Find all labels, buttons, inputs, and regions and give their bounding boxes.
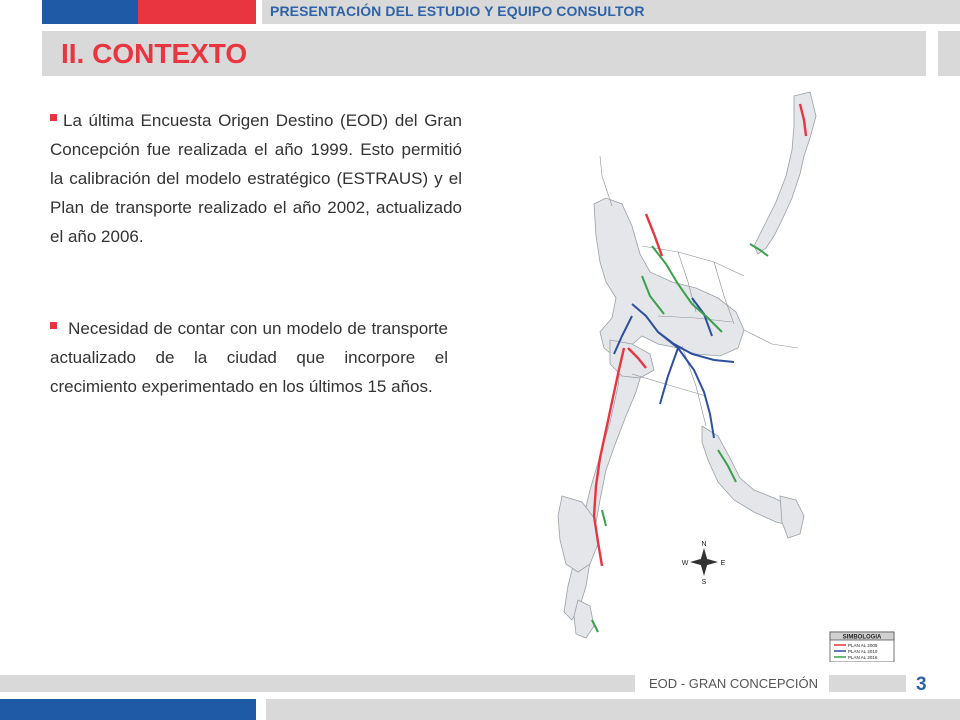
top-blue-band	[42, 0, 138, 24]
compass-south: S	[701, 579, 707, 586]
page-number: 3	[916, 674, 927, 695]
section-subtitle: PRESENTACIÓN DEL ESTUDIO Y EQUIPO CONSULTOR	[270, 3, 645, 19]
bottom-gray-band	[266, 699, 960, 720]
legend-title: SIMBOLOGIA	[842, 634, 882, 641]
top-red-band	[138, 0, 256, 24]
footer-gray-bar-left	[0, 675, 635, 692]
bullet-paragraph-1	[50, 106, 462, 251]
bottom-blue-band	[0, 699, 256, 720]
compass-west: W	[681, 560, 689, 567]
legend-item-2010: PLAN AL 2010	[848, 649, 878, 654]
bullet-icon	[50, 114, 57, 121]
compass-east: E	[720, 560, 726, 567]
bullet-paragraph-2	[50, 314, 448, 401]
paragraph-2-text: Necesidad de contar con un modelo de transporte actualizado de la ciudad que incorpore el crecimiento experimentado en los últimos 15 años.	[50, 319, 448, 396]
transport-plan-map	[482, 86, 902, 662]
urban-area-shapes	[558, 92, 816, 638]
legend-item-2016: PLAN AL 2016	[848, 655, 878, 660]
footer-label: EOD - GRAN CONCEPCIÓN	[649, 676, 819, 691]
compass-north: N	[701, 541, 707, 548]
footer-gray-bar-right	[829, 675, 906, 692]
page-title: II. CONTEXTO	[61, 38, 248, 69]
title-bar-end	[938, 31, 960, 76]
map-graphic	[482, 86, 902, 662]
bullet-icon	[50, 322, 57, 329]
paragraph-1-text: La última Encuesta Origen Destino (EOD) del Gran Concepción fue realizada el año 1999. Esto permitió la calibración del modelo estratégico (ESTRAUS) y el Plan de transporte realizado el año 2002, actualizado el año 2006.	[50, 111, 462, 246]
compass-rose	[682, 541, 726, 586]
legend-item-2005: PLAN AL 2005	[848, 643, 878, 648]
map-legend	[830, 632, 894, 662]
